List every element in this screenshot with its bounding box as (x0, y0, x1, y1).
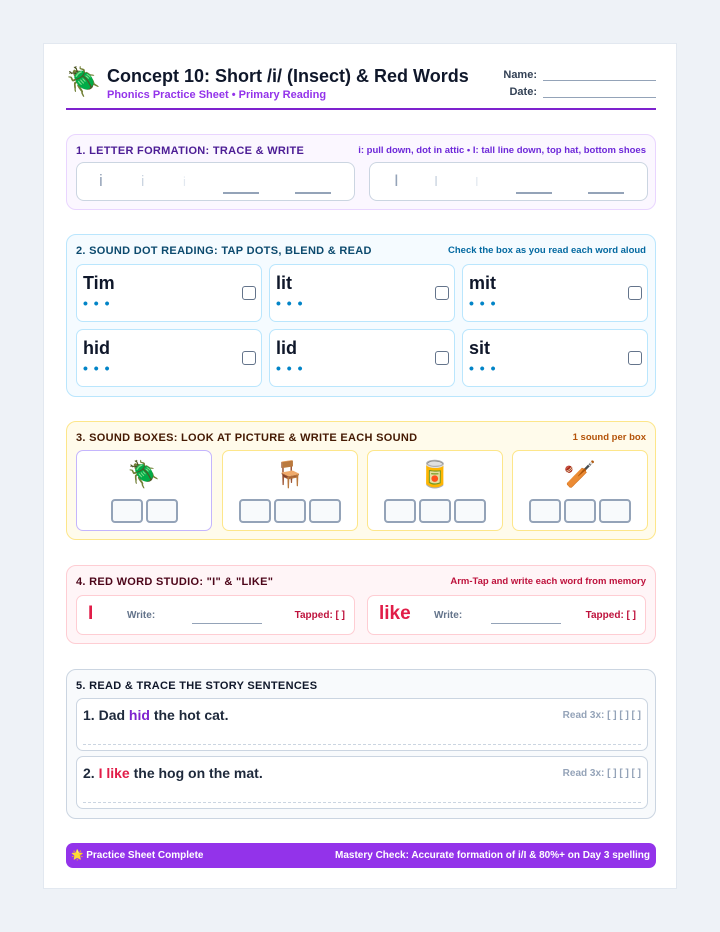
word-text: hid (83, 338, 110, 358)
letter-formation-section (66, 134, 656, 210)
sound-box-row (513, 499, 647, 523)
trace-box-uppercase-i[interactable] (369, 162, 648, 201)
sound-dots[interactable]: • • • (469, 360, 497, 376)
read-checkbox[interactable] (242, 286, 256, 300)
date-line[interactable] (543, 88, 656, 98)
section-heading: 4. RED WORD STUDIO: "I" & "LIKE" (76, 576, 274, 588)
page-title: Concept 10: Short /i/ (Insect) & Red Words (107, 66, 469, 86)
word-card (76, 329, 262, 387)
date-field[interactable] (509, 86, 656, 98)
page-subtitle: Phonics Practice Sheet • Primary Reading (107, 89, 327, 101)
word-card (76, 264, 262, 322)
date-label: Date: (509, 86, 537, 98)
sound-box[interactable] (146, 499, 178, 523)
write-line[interactable] (192, 623, 262, 624)
write-blank[interactable] (295, 192, 331, 194)
read-count-checks[interactable]: Read 3x: [ ] [ ] [ ] (562, 768, 641, 779)
worksheet (43, 43, 677, 889)
write-blank[interactable] (223, 192, 259, 194)
sound-dot-section (66, 234, 656, 397)
trace-letter: I (434, 173, 439, 190)
sound-box[interactable] (274, 499, 306, 523)
target-word: hid (128, 707, 150, 723)
sentence-word: the hog on the mat. (133, 765, 263, 781)
red-word-card (367, 595, 646, 635)
sentence-text (83, 765, 263, 781)
write-blank[interactable] (588, 192, 624, 194)
word-card (462, 264, 648, 322)
worksheet-header (66, 66, 656, 110)
picture-card (367, 450, 503, 531)
sound-box-row (77, 499, 211, 523)
sound-box[interactable] (111, 499, 143, 523)
read-checkbox[interactable] (242, 351, 256, 365)
word-card (269, 264, 455, 322)
read-checkbox[interactable] (435, 351, 449, 365)
trace-line[interactable] (83, 802, 641, 803)
picture-card (222, 450, 358, 531)
sentence-text (83, 707, 228, 723)
red-word-section (66, 565, 656, 644)
word-text: lit (276, 273, 292, 293)
tapped-check[interactable]: Tapped: [ ] (294, 610, 345, 621)
word-text: lid (276, 338, 297, 358)
sound-dots[interactable]: • • • (276, 295, 304, 311)
sound-box-row (223, 499, 357, 523)
sound-box[interactable] (239, 499, 271, 523)
sound-box-row (368, 499, 502, 523)
sound-dots[interactable]: • • • (83, 360, 111, 376)
read-checkbox[interactable] (628, 351, 642, 365)
completion-footer (66, 843, 656, 868)
sound-box[interactable] (454, 499, 486, 523)
picture-card (512, 450, 648, 531)
section-heading: 1. LETTER FORMATION: TRACE & WRITE (76, 145, 305, 157)
read-checkbox[interactable] (435, 286, 449, 300)
word-text: sit (469, 338, 491, 358)
section-note: Check the box as you read each word aloud (448, 245, 646, 256)
red-word: like (379, 603, 411, 624)
sentence-word: the hot cat. (153, 707, 229, 723)
word-card (269, 329, 455, 387)
sentence-number: 2. (83, 765, 95, 781)
section-heading: 5. READ & TRACE THE STORY SENTENCES (76, 680, 318, 692)
footer-complete-label: 🌟 Practice Sheet Complete (71, 850, 204, 861)
trace-letter: i (141, 173, 145, 190)
read-count-checks[interactable]: Read 3x: [ ] [ ] [ ] (562, 710, 641, 721)
sentence-word: Dad (98, 707, 126, 723)
red-word: I (88, 603, 94, 624)
sound-dots[interactable]: • • • (469, 295, 497, 311)
trace-line[interactable] (83, 744, 641, 745)
write-label: Write: (127, 610, 156, 621)
sound-box[interactable] (529, 499, 561, 523)
red-word-highlight: I like (98, 765, 130, 781)
red-word-card (76, 595, 355, 635)
section-heading: 3. SOUND BOXES: LOOK AT PICTURE & WRITE EACH SOUND (76, 432, 418, 444)
trace-letter: i (183, 174, 186, 189)
tin-can-icon: 🥫 (418, 459, 452, 489)
mastery-check-text: Mastery Check: Accurate formation of i/I & 80%+ on Day 3 spelling (335, 850, 650, 861)
name-line[interactable] (543, 71, 656, 81)
word-text: Tim (83, 273, 115, 293)
word-text: mit (469, 273, 496, 293)
story-sentences-section (66, 669, 656, 819)
sentence-card (76, 698, 648, 751)
tapped-check[interactable]: Tapped: [ ] (585, 610, 636, 621)
beetle-icon: 🪲 (127, 459, 161, 489)
section-note: i: pull down, dot in attic • I: tall line down, top hat, bottom shoes (358, 145, 646, 156)
trace-letter: I (475, 174, 479, 189)
read-checkbox[interactable] (628, 286, 642, 300)
sentence-number: 1. (83, 707, 95, 723)
trace-box-lowercase-i[interactable] (76, 162, 355, 201)
picture-card (76, 450, 212, 531)
sound-box[interactable] (599, 499, 631, 523)
write-label: Write: (434, 610, 463, 621)
sound-box[interactable] (564, 499, 596, 523)
write-blank[interactable] (516, 192, 552, 194)
sound-dots[interactable]: • • • (83, 295, 111, 311)
beetle-icon: 🪲 (66, 66, 101, 97)
sound-dots[interactable]: • • • (276, 360, 304, 376)
sound-box[interactable] (419, 499, 451, 523)
trace-letter: i (99, 171, 103, 190)
sound-box[interactable] (309, 499, 341, 523)
name-label: Name: (503, 69, 537, 81)
chair-icon: 🪑 (273, 459, 307, 489)
section-heading: 2. SOUND DOT READING: TAP DOTS, BLEND & READ (76, 245, 372, 257)
trace-letter: I (394, 171, 399, 190)
word-card (462, 329, 648, 387)
name-field[interactable] (503, 69, 656, 81)
write-line[interactable] (491, 623, 561, 624)
cricket-bat-icon: 🏏 (563, 459, 597, 489)
sentence-card (76, 756, 648, 809)
sound-boxes-section (66, 421, 656, 540)
section-note: Arm-Tap and write each word from memory (450, 576, 646, 587)
sound-box[interactable] (384, 499, 416, 523)
section-note: 1 sound per box (572, 432, 646, 443)
